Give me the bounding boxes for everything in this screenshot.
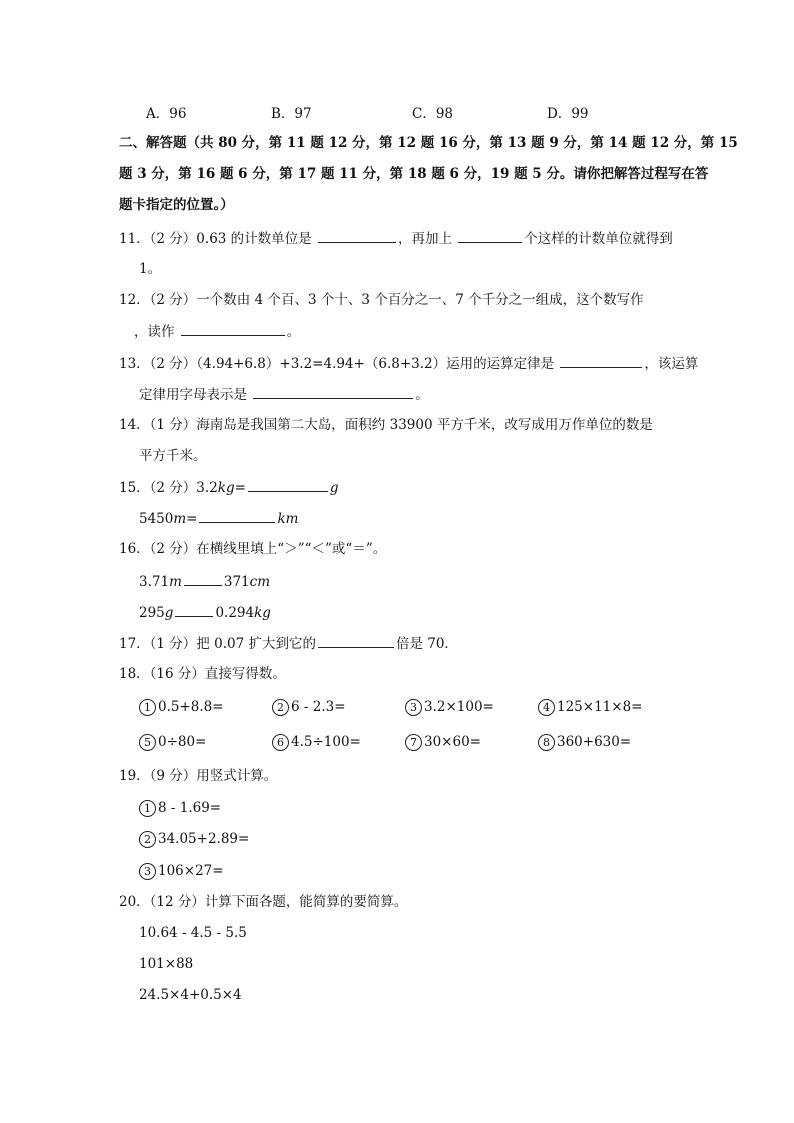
q19-item-2 xyxy=(139,829,249,849)
circled-number-icon: 7 xyxy=(405,734,422,751)
q11-text-a: 11．（2 分）0.63 的计数单位是 xyxy=(119,231,312,247)
q12-text-b: ，读作 xyxy=(134,324,175,340)
q17-text-b: 倍是 70． xyxy=(395,636,458,652)
circled-number-icon: 2 xyxy=(272,699,289,716)
circled-number-icon: 4 xyxy=(538,699,555,716)
q11-text-d: 1。 xyxy=(139,261,162,277)
q18-item-4 xyxy=(538,697,642,717)
q18-item-6 xyxy=(272,732,361,752)
q12-line2 xyxy=(134,321,300,342)
q18-expr: 4.5÷100= xyxy=(291,734,361,750)
q16-blank-1[interactable] xyxy=(184,571,222,586)
q16-r2-runit: kg xyxy=(254,605,271,621)
q18-item-3 xyxy=(405,697,494,717)
q18-expr: 360+630= xyxy=(557,734,632,750)
q16-r1-runit: cm xyxy=(249,574,271,590)
circled-number-icon: 3 xyxy=(139,863,156,880)
q15-text-a: 15．（2 分）3.2 xyxy=(119,480,218,496)
q20-item-1: 10.64 - 4.5 - 5.5 xyxy=(139,925,247,941)
q13-text-a: 13．（2 分）（4.94+6.8）+3.2=4.94+（6.8+3.2）运用的运算定律是 xyxy=(119,356,555,372)
q15-blank-1[interactable] xyxy=(248,477,328,492)
q16-r2-lunit: g xyxy=(164,605,174,621)
question-19: 19．（9 分）用竖式计算。 xyxy=(119,768,278,784)
option-c: C．98 xyxy=(412,106,454,122)
circled-number-icon: 8 xyxy=(538,734,555,751)
circled-number-icon: 3 xyxy=(405,699,422,716)
question-16: 16．（2 分）在横线里填上“＞”“＜”或“＝”。 xyxy=(119,541,387,557)
circled-number-icon: 1 xyxy=(139,699,156,716)
circled-number-icon: 2 xyxy=(139,831,156,848)
q18-expr: 3.2×100= xyxy=(424,699,494,715)
q16-row2 xyxy=(139,602,271,623)
question-20: 20．（12 分）计算下面各题，能简算的要简算。 xyxy=(119,894,408,910)
q19-item-1 xyxy=(139,798,221,818)
q11-blank-2[interactable] xyxy=(458,228,522,243)
q18-item-8 xyxy=(538,732,631,752)
q19-expr: 106×27= xyxy=(158,863,224,879)
section-heading-line1: 二、解答题（共 80 分，第 11 题 12 分，第 12 题 16 分，第 13 题 9 分，第 14 题 12 分，第 15 xyxy=(119,135,738,151)
q16-r2-left: 295 xyxy=(139,605,165,621)
question-11 xyxy=(119,228,673,249)
q18-expr: 125×11×8= xyxy=(557,699,643,715)
circled-number-icon: 5 xyxy=(139,734,156,751)
q13-blank-2[interactable] xyxy=(253,384,413,399)
q15-unit-g: g xyxy=(329,480,339,496)
q11-text-c: 个这样的计数单位就得到 xyxy=(524,231,673,247)
q18-item-7 xyxy=(405,732,481,752)
q13-text-d: 。 xyxy=(415,387,429,403)
q19-item-3 xyxy=(139,861,224,881)
q16-r2-right: 0.294 xyxy=(215,605,255,621)
option-d: D．99 xyxy=(547,106,589,122)
question-17 xyxy=(119,633,458,654)
q15-text-b: 5450 xyxy=(139,511,174,527)
q17-blank[interactable] xyxy=(318,633,394,648)
q18-expr: 30×60= xyxy=(424,734,481,750)
q13-text-c: 定律用字母表示是 xyxy=(139,387,247,403)
q16-blank-2[interactable] xyxy=(175,602,213,617)
q15-unit-kg: kg xyxy=(217,480,235,496)
q15-unit-m: m xyxy=(173,511,187,527)
q18-expr: 0.5+8.8= xyxy=(158,699,224,715)
circled-number-icon: 6 xyxy=(272,734,289,751)
q16-r1-lunit: m xyxy=(169,574,182,590)
q19-expr: 8 - 1.69= xyxy=(158,800,222,816)
q16-r1-right: 371 xyxy=(223,574,250,590)
q15-eq-1: = xyxy=(234,480,246,496)
option-a: A．96 xyxy=(146,106,187,122)
q16-row1 xyxy=(139,571,270,592)
q20-item-3: 24.5×4+0.5×4 xyxy=(139,987,242,1003)
q19-expr: 34.05+2.89= xyxy=(158,831,250,847)
question-18: 18．（16 分）直接写得数。 xyxy=(119,666,286,682)
q15-eq-2: = xyxy=(186,511,198,527)
q15-blank-2[interactable] xyxy=(199,508,275,523)
q15-unit-km: km xyxy=(277,511,299,527)
circled-number-icon: 1 xyxy=(139,800,156,817)
q18-expr: 0÷80= xyxy=(158,734,207,750)
section-heading-line3: 题卡指定的位置。） xyxy=(119,197,234,213)
q18-item-5 xyxy=(139,732,206,752)
option-b: B．97 xyxy=(271,106,312,122)
question-14: 14．（1 分）海南岛是我国第二大岛，面积约 33900 平方千米，改写成用万作单位的数是 xyxy=(119,417,653,433)
q13-text-b: ，该运算 xyxy=(644,356,699,372)
q12-text-c: 。 xyxy=(286,324,301,340)
question-13 xyxy=(119,353,698,374)
q18-item-2 xyxy=(272,697,346,717)
section-heading-line2: 题 3 分，第 16 题 6 分，第 17 题 11 分，第 18 题 6 分，19 题 5 分。请你把解答过程写在答 xyxy=(119,166,709,182)
q15-line2 xyxy=(139,508,298,529)
q14-text-b: 平方千米。 xyxy=(139,448,207,464)
q13-blank-1[interactable] xyxy=(560,353,642,368)
q18-item-1 xyxy=(139,697,224,717)
q11-blank-1[interactable] xyxy=(318,228,396,243)
q18-expr: 6 - 2.3= xyxy=(291,699,346,715)
q12-blank-reading[interactable] xyxy=(181,321,285,336)
q20-item-2: 101×88 xyxy=(139,956,194,972)
q13-line2 xyxy=(139,384,429,405)
q16-r1-left: 3.71 xyxy=(139,574,170,590)
q17-text-a: 17．（1 分）把 0.07 扩大到它的 xyxy=(119,636,316,652)
question-12: 12．（2 分）一个数由 4 个百、3 个十、3 个百分之一、7 个千分之一组成，这个数写作 xyxy=(119,292,644,308)
question-15 xyxy=(119,477,339,498)
q11-text-b: ，再加上 xyxy=(397,231,452,247)
